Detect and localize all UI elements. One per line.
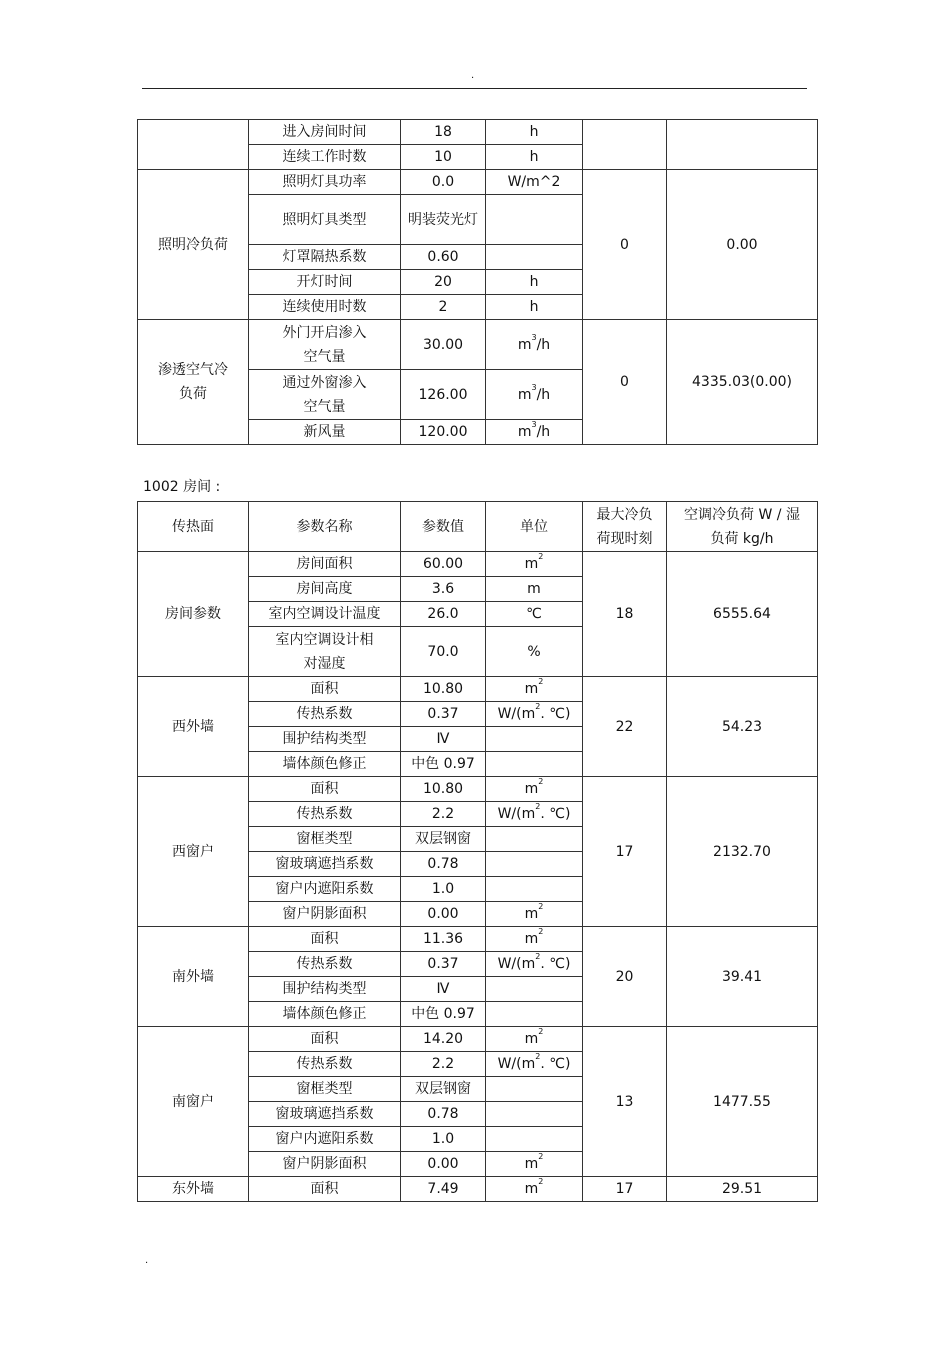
- param-name: 传热系数: [249, 702, 401, 727]
- param-value: 0.00: [401, 1152, 486, 1177]
- param-name: 窗户阴影面积: [249, 902, 401, 927]
- max-load-time: 0: [583, 170, 667, 320]
- param-name: 房间面积: [249, 552, 401, 577]
- param-unit: m: [486, 577, 583, 602]
- param-unit: [486, 727, 583, 752]
- table-row: [138, 927, 818, 952]
- room-section-title: 1002 房间 :: [143, 479, 221, 495]
- table-row: [138, 120, 818, 145]
- footer-dot: .: [145, 1255, 149, 1266]
- unit-base: m: [524, 1181, 539, 1197]
- unit-tail: . ℃): [540, 956, 571, 972]
- group-label: 西窗户: [138, 777, 249, 927]
- unit-base: m: [524, 906, 539, 922]
- unit-exponent: 3: [531, 332, 537, 342]
- unit-base: m: [517, 386, 532, 403]
- unit-exponent: 2: [535, 802, 541, 812]
- param-value: 11.36: [401, 927, 486, 952]
- param-name: 通过外窗渗入空气量: [249, 370, 401, 420]
- param-value: 0.60: [401, 245, 486, 270]
- unit-base: m: [524, 1156, 539, 1172]
- header-dot: .: [471, 70, 475, 81]
- unit-tail: /h: [536, 424, 551, 440]
- unit-base: W/(m: [497, 956, 536, 972]
- unit-exponent: 3: [531, 382, 537, 392]
- header-unit: 单位: [486, 502, 583, 552]
- param-name: 窗框类型: [249, 1077, 401, 1102]
- cooling-load: 2132.70: [667, 777, 818, 927]
- param-value: 0.0: [401, 170, 486, 195]
- cooling-load: 6555.64: [667, 552, 818, 677]
- unit-base: m: [524, 1031, 539, 1047]
- param-value: 2: [401, 295, 486, 320]
- param-unit: [486, 702, 583, 727]
- group-label: 南外墙: [138, 927, 249, 1027]
- param-name: 墙体颜色修正: [249, 1002, 401, 1027]
- param-name: 传热系数: [249, 802, 401, 827]
- param-unit: [486, 1077, 583, 1102]
- param-unit: [486, 1002, 583, 1027]
- param-unit: [486, 370, 583, 420]
- param-value: 0.37: [401, 952, 486, 977]
- param-name: 照明灯具功率: [249, 170, 401, 195]
- group-label-cell: [138, 120, 249, 170]
- param-unit: [486, 1052, 583, 1077]
- unit-exponent: 2: [535, 702, 541, 712]
- unit-base: m: [524, 781, 539, 797]
- param-unit: h: [486, 270, 583, 295]
- param-name: 照明灯具类型: [249, 195, 401, 245]
- max-load-time: 22: [583, 677, 667, 777]
- param-value: 1.0: [401, 1127, 486, 1152]
- unit-exponent: 2: [538, 1177, 544, 1187]
- param-value: 0.00: [401, 902, 486, 927]
- table-row: [138, 552, 818, 577]
- header-cooling-load: 空调冷负荷 W / 湿负荷 kg/h: [667, 502, 818, 552]
- param-name: 新风量: [249, 420, 401, 445]
- header-row: [138, 502, 818, 552]
- param-unit: %: [486, 627, 583, 677]
- param-name: 窗玻璃遮挡系数: [249, 852, 401, 877]
- param-unit: [486, 802, 583, 827]
- param-unit: [486, 952, 583, 977]
- unit-exponent: 2: [538, 677, 544, 687]
- unit-base: W/(m: [497, 806, 536, 822]
- max-load-time: 17: [583, 777, 667, 927]
- header-max-load-time: 最大冷负荷现时刻: [583, 502, 667, 552]
- param-value: 7.49: [401, 1177, 486, 1202]
- param-value: 18: [401, 120, 486, 145]
- param-name: 室内空调设计温度: [249, 602, 401, 627]
- cooling-load: [667, 120, 818, 170]
- param-name: 传热系数: [249, 1052, 401, 1077]
- header-rule: [142, 88, 807, 89]
- max-load-time: 13: [583, 1027, 667, 1177]
- unit-exponent: 2: [538, 902, 544, 912]
- table-row: [138, 677, 818, 702]
- unit-exponent: 2: [538, 777, 544, 787]
- param-unit: [486, 827, 583, 852]
- param-unit: [486, 1102, 583, 1127]
- param-unit: [486, 977, 583, 1002]
- param-value: 中色 0.97: [401, 752, 486, 777]
- param-name: 围护结构类型: [249, 727, 401, 752]
- table-row: [138, 170, 818, 195]
- unit-base: W/(m: [497, 1056, 536, 1072]
- param-unit: h: [486, 295, 583, 320]
- cooling-load: 0.00: [667, 170, 818, 320]
- param-value: 明装荧光灯: [401, 195, 486, 245]
- group-label: 房间参数: [138, 552, 249, 677]
- param-unit: [486, 902, 583, 927]
- param-unit: [486, 677, 583, 702]
- param-unit: [486, 752, 583, 777]
- param-value: Ⅳ: [401, 977, 486, 1002]
- param-value: 30.00: [401, 320, 486, 370]
- param-unit: [486, 927, 583, 952]
- param-value: 120.00: [401, 420, 486, 445]
- param-unit: [486, 877, 583, 902]
- unit-exponent: 2: [535, 952, 541, 962]
- param-name: 灯罩隔热系数: [249, 245, 401, 270]
- param-value: 3.6: [401, 577, 486, 602]
- unit-base: m: [524, 556, 539, 572]
- unit-tail: /h: [536, 386, 551, 403]
- cooling-load: 29.51: [667, 1177, 818, 1202]
- param-name: 窗户内遮阳系数: [249, 1127, 401, 1152]
- unit-exponent: 2: [538, 927, 544, 937]
- param-unit: [486, 245, 583, 270]
- header-param-name: 参数名称: [249, 502, 401, 552]
- table-row: [138, 1027, 818, 1052]
- param-name: 开灯时间: [249, 270, 401, 295]
- group-label: 渗透空气冷负荷: [138, 320, 249, 445]
- param-unit: ℃: [486, 602, 583, 627]
- unit-tail: . ℃): [540, 706, 571, 722]
- unit-base: m: [517, 424, 532, 440]
- table-row: [138, 1177, 818, 1202]
- param-value: 14.20: [401, 1027, 486, 1052]
- param-unit: [486, 552, 583, 577]
- param-value: 中色 0.97: [401, 1002, 486, 1027]
- param-value: 10.80: [401, 677, 486, 702]
- param-unit: [486, 195, 583, 245]
- param-unit: [486, 1177, 583, 1202]
- param-unit: [486, 420, 583, 445]
- cooling-load: 54.23: [667, 677, 818, 777]
- unit-base: m: [517, 336, 532, 353]
- param-name: 连续使用时数: [249, 295, 401, 320]
- param-value: 0.37: [401, 702, 486, 727]
- max-load-time: 0: [583, 320, 667, 445]
- param-unit: [486, 852, 583, 877]
- group-label: 照明冷负荷: [138, 170, 249, 320]
- param-value: 2.2: [401, 802, 486, 827]
- param-value: 26.0: [401, 602, 486, 627]
- param-name: 室内空调设计相对湿度: [249, 627, 401, 677]
- param-name: 窗玻璃遮挡系数: [249, 1102, 401, 1127]
- unit-exponent: 2: [538, 552, 544, 562]
- unit-base: m: [524, 931, 539, 947]
- load-table-continued: [137, 119, 818, 445]
- max-load-time: [583, 120, 667, 170]
- param-name: 面积: [249, 1177, 401, 1202]
- param-value: 双层钢窗: [401, 827, 486, 852]
- param-name: 窗户阴影面积: [249, 1152, 401, 1177]
- param-unit: [486, 1027, 583, 1052]
- param-unit: [486, 1127, 583, 1152]
- param-unit: h: [486, 145, 583, 170]
- param-name: 围护结构类型: [249, 977, 401, 1002]
- unit-tail: . ℃): [540, 806, 571, 822]
- param-name: 进入房间时间: [249, 120, 401, 145]
- param-name: 面积: [249, 677, 401, 702]
- param-value: 双层钢窗: [401, 1077, 486, 1102]
- table-row: [138, 320, 818, 370]
- param-name: 传热系数: [249, 952, 401, 977]
- param-value: 60.00: [401, 552, 486, 577]
- param-unit: h: [486, 120, 583, 145]
- param-value: 1.0: [401, 877, 486, 902]
- param-name: 连续工作时数: [249, 145, 401, 170]
- param-value: 126.00: [401, 370, 486, 420]
- cooling-load: 1477.55: [667, 1027, 818, 1177]
- group-label: 南窗户: [138, 1027, 249, 1177]
- param-value: Ⅳ: [401, 727, 486, 752]
- param-value: 10.80: [401, 777, 486, 802]
- unit-exponent: 2: [538, 1027, 544, 1037]
- param-unit: [486, 1152, 583, 1177]
- param-value: 20: [401, 270, 486, 295]
- param-value: 70.0: [401, 627, 486, 677]
- param-name: 面积: [249, 1027, 401, 1052]
- unit-tail: /h: [536, 336, 551, 353]
- param-value: 0.78: [401, 1102, 486, 1127]
- param-unit: W/m^2: [486, 170, 583, 195]
- max-load-time: 20: [583, 927, 667, 1027]
- unit-exponent: 2: [538, 1152, 544, 1162]
- param-value: 0.78: [401, 852, 486, 877]
- param-name: 墙体颜色修正: [249, 752, 401, 777]
- group-label: 东外墙: [138, 1177, 249, 1202]
- param-name: 外门开启渗入空气量: [249, 320, 401, 370]
- header-surface: 传热面: [138, 502, 249, 552]
- param-unit: [486, 320, 583, 370]
- unit-exponent: 3: [531, 420, 537, 430]
- max-load-time: 17: [583, 1177, 667, 1202]
- unit-exponent: 2: [535, 1052, 541, 1062]
- param-name: 面积: [249, 777, 401, 802]
- unit-base: W/(m: [497, 706, 536, 722]
- param-name: 房间高度: [249, 577, 401, 602]
- cooling-load: 4335.03(0.00): [667, 320, 818, 445]
- param-name: 窗框类型: [249, 827, 401, 852]
- cooling-load: 39.41: [667, 927, 818, 1027]
- param-unit: [486, 777, 583, 802]
- param-name: 窗户内遮阳系数: [249, 877, 401, 902]
- unit-tail: . ℃): [540, 1056, 571, 1072]
- param-name: 面积: [249, 927, 401, 952]
- room-1002-load-table: [137, 501, 818, 1202]
- unit-base: m: [524, 681, 539, 697]
- header-param-value: 参数值: [401, 502, 486, 552]
- max-load-time: 18: [583, 552, 667, 677]
- param-value: 2.2: [401, 1052, 486, 1077]
- param-value: 10: [401, 145, 486, 170]
- table-row: [138, 777, 818, 802]
- group-label: 西外墙: [138, 677, 249, 777]
